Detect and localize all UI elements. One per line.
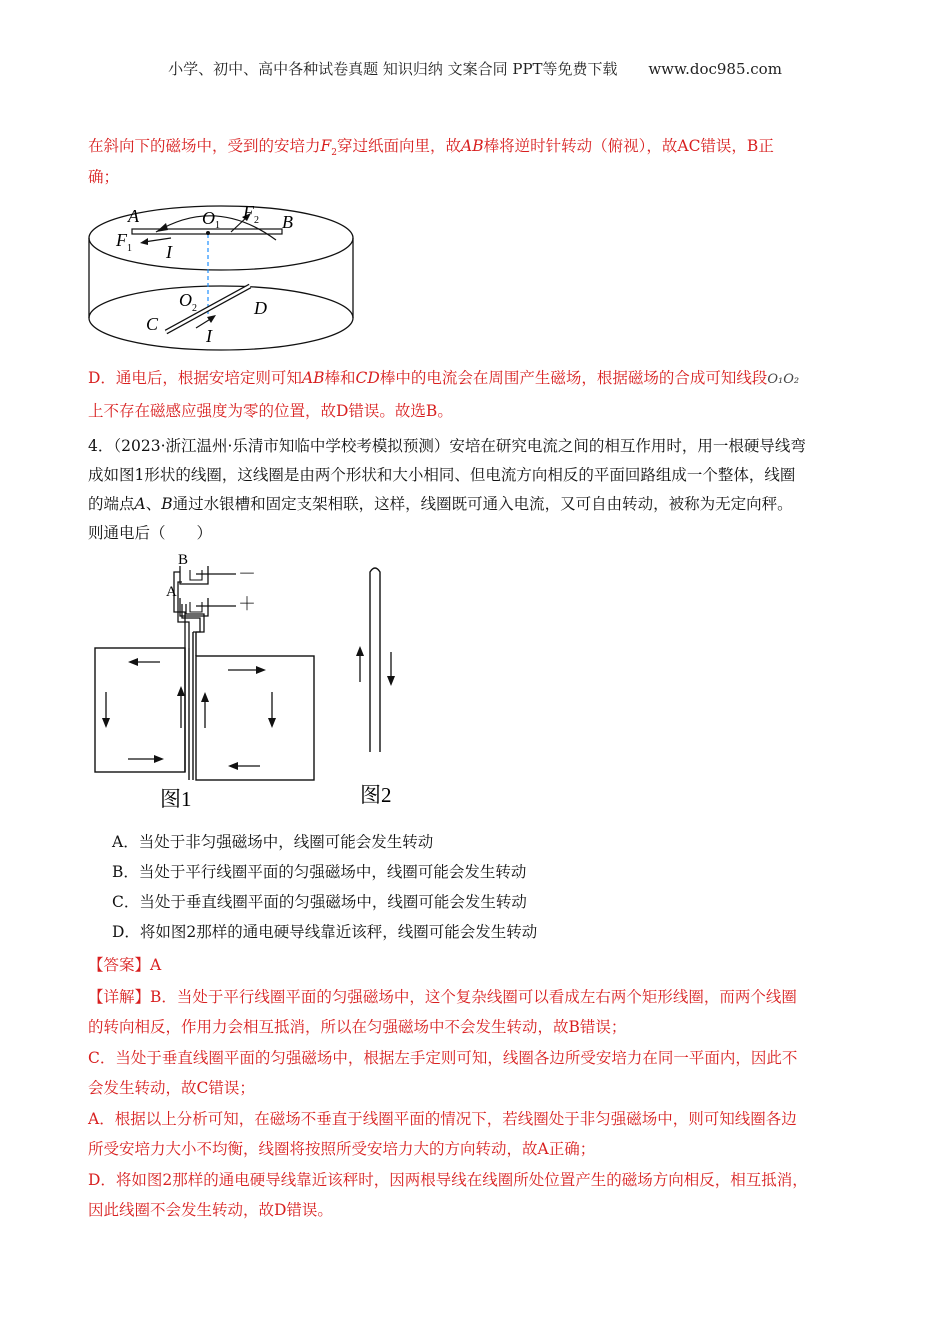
svg-text:I: I [206,326,212,346]
svg-text:O: O [202,208,215,228]
detail-d2: 因此线圈不会发生转动，故D错误。 [88,1201,333,1219]
svg-text:I: I [166,242,172,262]
question-line2: 成如图1形状的线圈，这线圈是由两个形状和大小相同、但电流方向相反的平面回路组成一个整体，线圈 [88,466,796,484]
detail-a1: A．根据以上分析可知，在磁场不垂直于线圈平面的情况下，若线圈处于非匀强磁场中，则可知线圈各边 [88,1110,797,1128]
answer-tag: 【答案】 [88,956,151,974]
svg-text:1: 1 [215,220,220,231]
svg-text:1: 1 [127,243,132,254]
svg-text:B: B [282,212,293,232]
option-b: B．当处于平行线圈平面的匀强磁场中，线圈可能会发生转动 [112,863,527,881]
svg-text:F: F [116,230,127,250]
detail-a2: 所受安培力大小不均衡，线圈将按照所受安培力大的方向转动，故A正确； [88,1140,596,1158]
option-a: A．当处于非匀强磁场中，线圈可能会发生转动 [112,833,434,851]
cylinder-figure [86,196,356,356]
fig1-caption: 图1 [160,787,192,811]
detail-c2: 会发生转动，故C错误； [88,1079,255,1097]
fig2-caption: 图2 [360,783,392,807]
option-d: D．将如图2那样的通电硬导线靠近该秤，线圈可能会发生转动 [112,923,538,941]
question-line3: 的端点A、B通过水银槽和固定支架相联，这样，线圈既可通入电流，又可自由转动，被称为无定向秤。 [88,495,793,513]
svg-text:－: － [238,564,256,584]
detail-d1: D．将如图2那样的通电硬导线靠近该秤时，因两根导线在线圈所处位置产生的磁场方向相反，相互抵消， [88,1171,808,1189]
svg-text:C: C [146,314,159,334]
question-line4: 则通电后（ ） [88,524,213,542]
header-text: 小学、初中、高中各种试卷真题 知识归纳 文案合同 PPT等免费下载 [168,60,618,78]
svg-text:A: A [128,206,139,226]
header-url[interactable]: www.doc985.com [648,60,782,78]
coil-figures [88,552,428,814]
svg-text:A: A [166,584,177,600]
answer-value: A [150,956,162,974]
prev-answer-line1: 在斜向下的磁场中，受到的安培力$F_2$穿过纸面向里，故AB棒将逆时针转动（俯视），故AC错误，B正 [88,137,774,159]
svg-text:D: D [254,298,267,318]
prev-answer-d-line2: 上不存在磁感应强度为零的位置，故D错误。故选B。 [88,402,453,420]
detail-b2: 的转向相反，作用力会相互抵消，所以在匀强磁场中不会发生转动，故B错误； [88,1018,627,1036]
prev-answer-d-line1: D．通电后，根据安培定则可知AB棒和CD棒中的电流会在周围产生磁场，根据磁场的合成可知线段O₁O₂ [88,369,800,387]
svg-text:2: 2 [254,215,259,226]
svg-text:O: O [179,290,192,310]
option-c: C．当处于垂直线圈平面的匀强磁场中，线圈可能会发生转动 [112,893,527,911]
svg-text:＋: ＋ [238,594,256,614]
detail-c1: C．当处于垂直线圈平面的匀强磁场中，根据左手定则可知，线圈各边所受安培力在同一平面内，因此不 [88,1049,798,1067]
question-line1: 4．（2023·浙江温州·乐清市知临中学校考模拟预测）安培在研究电流之间的相互作用时，用一根硬导线弯 [88,437,806,455]
svg-text:B: B [178,552,189,568]
svg-text:F: F [243,202,254,222]
detail-b1: 【详解】B．当处于平行线圈平面的匀强磁场中，这个复杂线圈可以看成左右两个矩形线圈，而两个线圈 [88,988,797,1006]
page-header [0,58,950,79]
answer-line [88,950,858,980]
svg-text:2: 2 [192,303,197,314]
prev-answer-line2: 确； [88,168,120,186]
